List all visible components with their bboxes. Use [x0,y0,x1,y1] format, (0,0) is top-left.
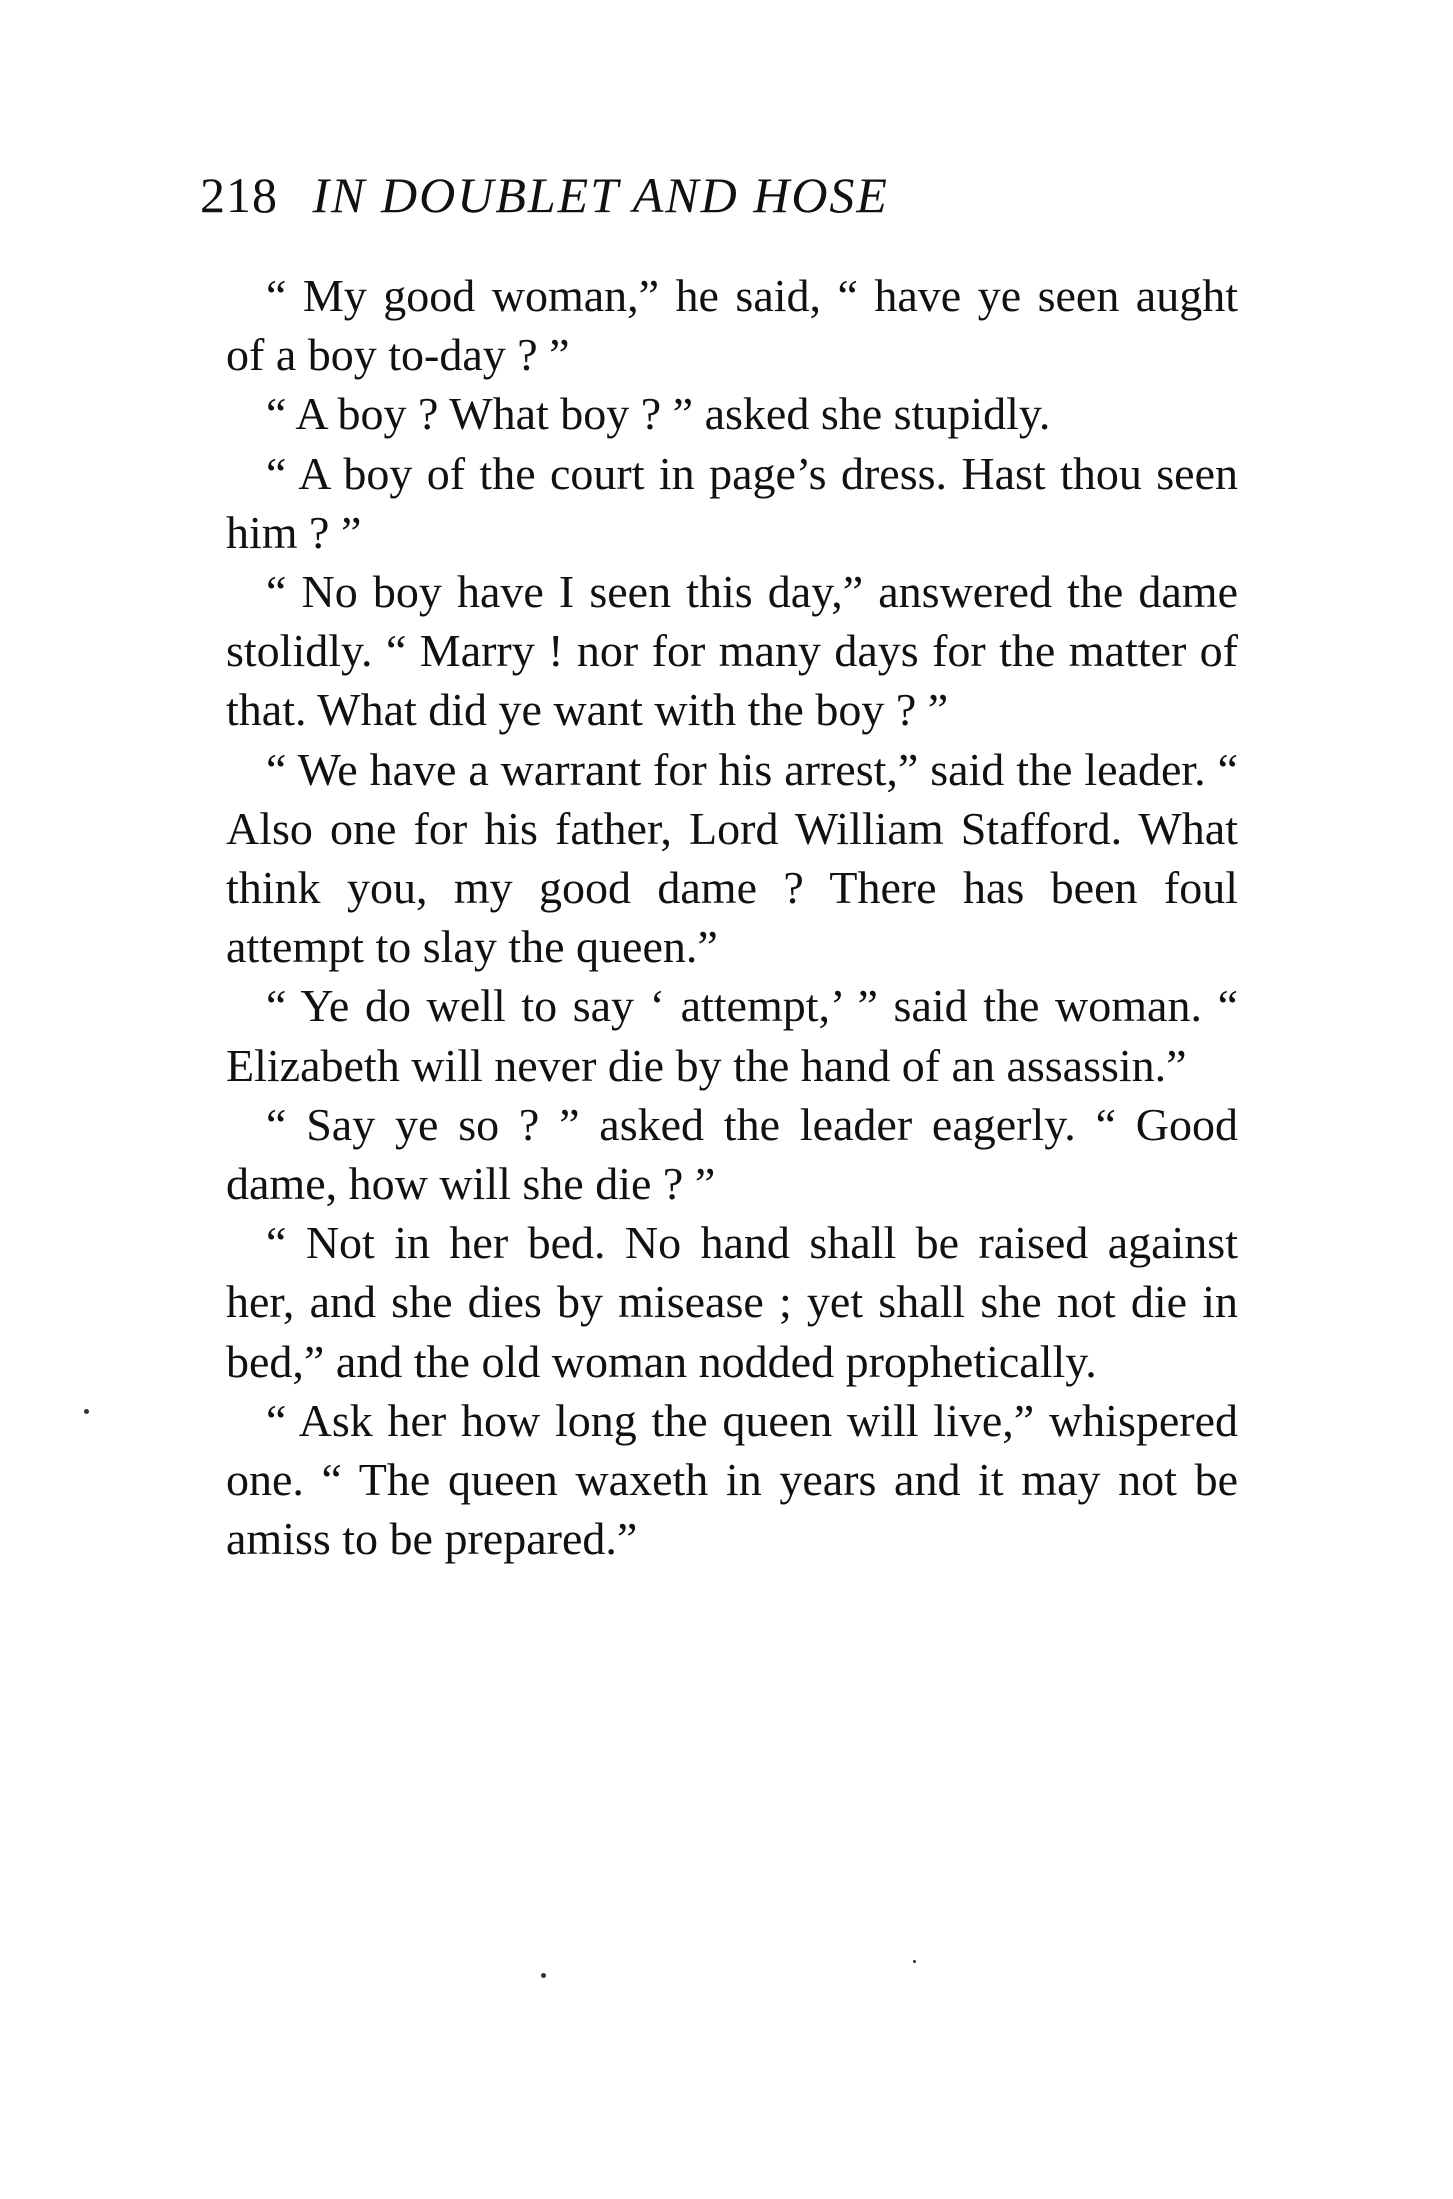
ink-speck [913,1960,916,1963]
body-text [226,266,1238,1568]
paragraph: “ Say ye so ? ” asked the leader eagerly. “ Good dame, how will she die ? ” [226,1098,1238,1210]
ink-speck [84,1409,89,1414]
paragraph: “ A boy of the court in page’s dress. Hast thou seen him ? ” [226,447,1238,558]
paragraph: “ Ye do well to say ‘ attempt,’ ” said the woman. “ Elizabeth will never die by the hand of an assassin.” [226,980,1238,1091]
paragraph: “ A boy ? What boy ? ” asked she stupidly. [266,388,1051,440]
book-title: IN DOUBLET AND HOSE [312,167,889,223]
paragraph: “ Not in her bed. No hand shall be raised against her, and she dies by misease ; yet shall she not die in bed,” and the old woman nodded prophetically. [226,1217,1238,1387]
paragraph: “ Ask her how long the queen will live,” whispered one. “ The queen waxeth in years and it may not be amiss to be prepared.” [226,1394,1238,1565]
paragraph: “ No boy have I seen this day,” answered the dame stolidly. “ Marry ! nor for many days for the matter of that. What did ye want with the boy ? ” [226,566,1238,736]
ink-speck [541,1973,546,1978]
paragraph: “ We have a warrant for his arrest,” said the leader. “ Also one for his father, Lord William Stafford. What think you, my good dame ? There has been foul attempt to slay the queen.” [226,743,1238,973]
running-head [200,160,1200,230]
paragraph: “ My good woman,” he said, “ have ye seen aught of a boy to-day ? ” [226,270,1238,381]
page-number: 218 [200,167,278,223]
